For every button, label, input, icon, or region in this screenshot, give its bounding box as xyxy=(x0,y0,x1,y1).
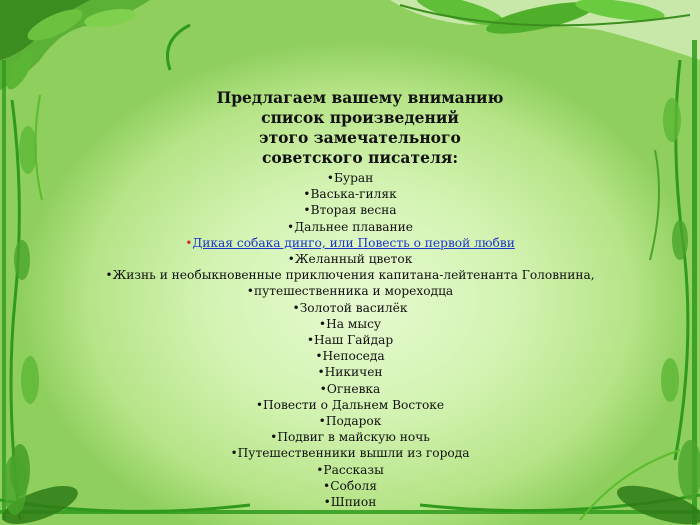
bullet-marker: • xyxy=(255,397,264,412)
bullet-marker: • xyxy=(287,219,295,234)
bullet-marker: • xyxy=(292,300,300,315)
list-item xyxy=(0,397,700,413)
list-item[interactable] xyxy=(0,235,700,251)
works-list-panel xyxy=(0,88,700,510)
work-title: Шпион xyxy=(330,495,377,510)
list-item xyxy=(0,462,700,478)
list-item xyxy=(0,445,700,461)
bullet-marker: • xyxy=(303,203,311,218)
bullet-marker: • xyxy=(315,349,323,364)
heading-line-1: Предлагаем вашему вниманию xyxy=(216,88,504,107)
page-heading xyxy=(0,88,700,168)
work-title: Подвиг в майскую ночь xyxy=(277,430,430,445)
bullet-marker: • xyxy=(316,462,324,477)
list-item xyxy=(0,381,700,397)
list-item xyxy=(0,364,700,380)
list-item xyxy=(0,251,700,267)
bullet-marker: • xyxy=(246,284,254,299)
bullet-marker: • xyxy=(287,252,295,267)
bullet-marker: • xyxy=(185,235,193,250)
work-title: Никичен xyxy=(324,365,383,380)
list-item xyxy=(0,267,700,283)
work-title: На мысу xyxy=(326,316,382,331)
heading-line-4: советского писателя: xyxy=(261,148,459,167)
bullet-marker: • xyxy=(318,414,326,429)
list-item xyxy=(0,478,700,494)
list-item xyxy=(0,332,700,348)
list-item xyxy=(0,283,700,299)
bullet-marker: • xyxy=(230,446,238,461)
work-title: Непоседа xyxy=(322,349,385,364)
bullet-marker: • xyxy=(318,316,327,331)
bullet-marker: • xyxy=(105,268,113,283)
work-title: Подарок xyxy=(325,414,382,429)
bullet-marker: • xyxy=(323,478,331,493)
work-title: Рассказы xyxy=(323,462,384,477)
bullet-marker: • xyxy=(306,333,315,348)
work-title: Золотой василёк xyxy=(299,300,408,315)
bullet-marker: • xyxy=(326,171,334,185)
bullet-marker: • xyxy=(323,495,331,510)
work-title: Повести о Дальнем Востоке xyxy=(263,397,445,412)
work-title: Наш Гайдар xyxy=(314,333,394,348)
work-title: Огневка xyxy=(326,381,381,396)
work-title-link[interactable]: Дикая собака динго, или Повесть о первой любви xyxy=(192,235,515,250)
bullet-marker: • xyxy=(317,365,325,380)
list-item xyxy=(0,219,700,235)
list-item xyxy=(0,429,700,445)
list-item xyxy=(0,186,700,202)
work-title: путешественника и мореходца xyxy=(253,284,454,299)
list-item xyxy=(0,316,700,332)
list-item xyxy=(0,170,700,186)
work-title: Васька-гиляк xyxy=(310,187,397,202)
work-title: Жизнь и необыкновенные приключения капитана-лейтенанта Головнина, xyxy=(112,268,595,283)
work-title: Дальнее плавание xyxy=(294,219,413,234)
bullet-marker: • xyxy=(303,187,311,202)
work-title: Буран xyxy=(333,171,374,185)
list-item xyxy=(0,413,700,429)
bullet-marker: • xyxy=(319,381,327,396)
list-item xyxy=(0,202,700,218)
work-title: Соболя xyxy=(330,478,377,493)
heading-line-2: список произведений xyxy=(261,108,459,127)
work-title: Вторая весна xyxy=(310,203,397,218)
heading-line-3: этого замечательного xyxy=(259,128,461,147)
bullet-marker: • xyxy=(270,430,278,445)
list-item xyxy=(0,300,700,316)
work-title: Путешественники вышли из города xyxy=(237,446,470,461)
works-list xyxy=(0,170,700,510)
list-item xyxy=(0,348,700,364)
work-title: Желанный цветок xyxy=(294,252,413,267)
list-item xyxy=(0,494,700,510)
